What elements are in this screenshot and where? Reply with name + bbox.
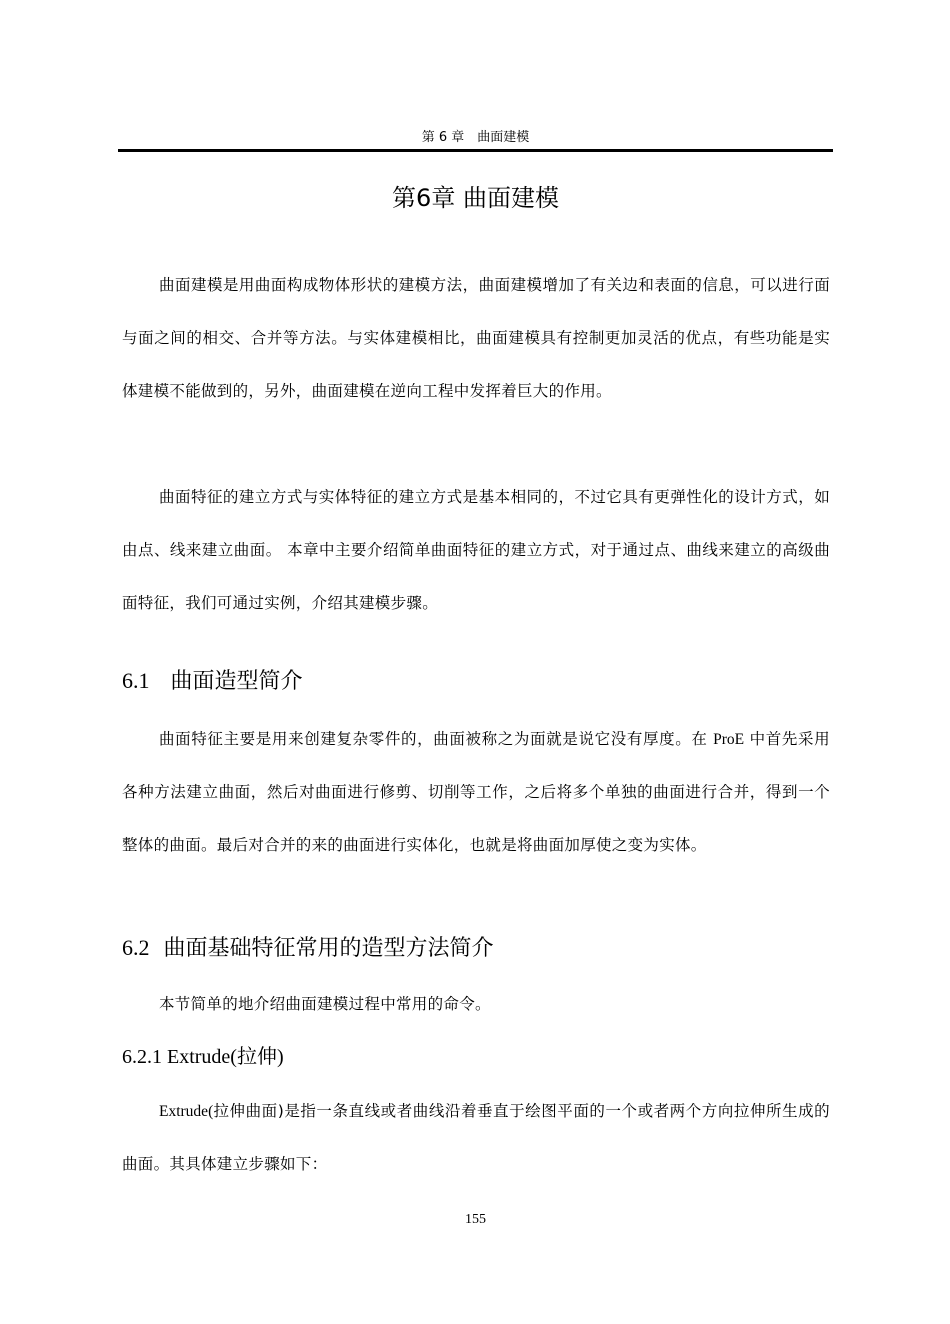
section-6-1-text-a: 曲面特征主要是用来创建复杂零件的，曲面被称之为面就是说它没有厚度。在 — [159, 730, 714, 748]
section-6-2-1-text-a: 拉伸曲面 — [213, 1102, 278, 1120]
extrude-term: Extrude( — [159, 1103, 214, 1120]
section-6-1-paragraph — [122, 713, 830, 872]
section-6-2-1-close: ) — [276, 1046, 284, 1068]
section-6-1-number: 6.1 — [122, 668, 150, 693]
section-6-2-title: 曲面基础特征常用的造型方法简介 — [163, 936, 494, 961]
section-6-1-title: 曲面造型简介 — [170, 669, 303, 694]
section-6-1-heading — [122, 666, 830, 697]
section-6-2-heading — [122, 933, 830, 964]
section-6-2-paragraph: 本节简单的地介绍曲面建模过程中常用的命令。 — [159, 995, 491, 1013]
section-6-2-1-paragraph — [122, 1085, 830, 1191]
proe-term: ProE — [713, 731, 745, 748]
header-rule — [118, 149, 833, 152]
section-6-2-1-title: 拉伸 — [236, 1044, 277, 1068]
intro-paragraph-2: 曲面特征的建立方式与实体特征的建立方式是基本相同的，不过它具有更弹性化的设计方式，如由点、线来建立曲面。 本章中主要介绍简单曲面特征的建立方式，对于通过点、曲线来建立的高级曲面特征，我们可通过实例，介绍其建模步骤。 — [122, 488, 830, 612]
section-6-2-1-number: 6.2.1 Extrude( — [122, 1046, 237, 1068]
running-header: 第 6 章 曲面建模 — [421, 130, 530, 145]
section-6-2-1-text-b: )是指一条直线或者曲线沿着垂直于绘图平面的一个或者两个方向拉伸所生成的曲面。其具体建立步骤如下： — [122, 1102, 830, 1173]
section-6-1-text-b: 中首先采用各种方法建立曲面，然后对曲面进行修剪、切削等工作，之后将多个单独的曲面进行合并，得到一个整体的曲面。最后对合并的来的曲面进行实体化，也就是将曲面加厚使之变为实体。 — [122, 730, 830, 854]
page-number: 155 — [465, 1212, 486, 1227]
section-6-2-1-heading — [122, 1042, 830, 1071]
section-6-2-number: 6.2 — [122, 935, 150, 960]
chapter-title: 第6章 曲面建模 — [392, 184, 559, 212]
intro-paragraph-1: 曲面建模是用曲面构成物体形状的建模方法，曲面建模增加了有关边和表面的信息，可以进行面与面之间的相交、合并等方法。与实体建模相比，曲面建模具有控制更加灵活的优点，有些功能是实体建模不能做到的，另外，曲面建模在逆向工程中发挥着巨大的作用。 — [122, 276, 830, 400]
